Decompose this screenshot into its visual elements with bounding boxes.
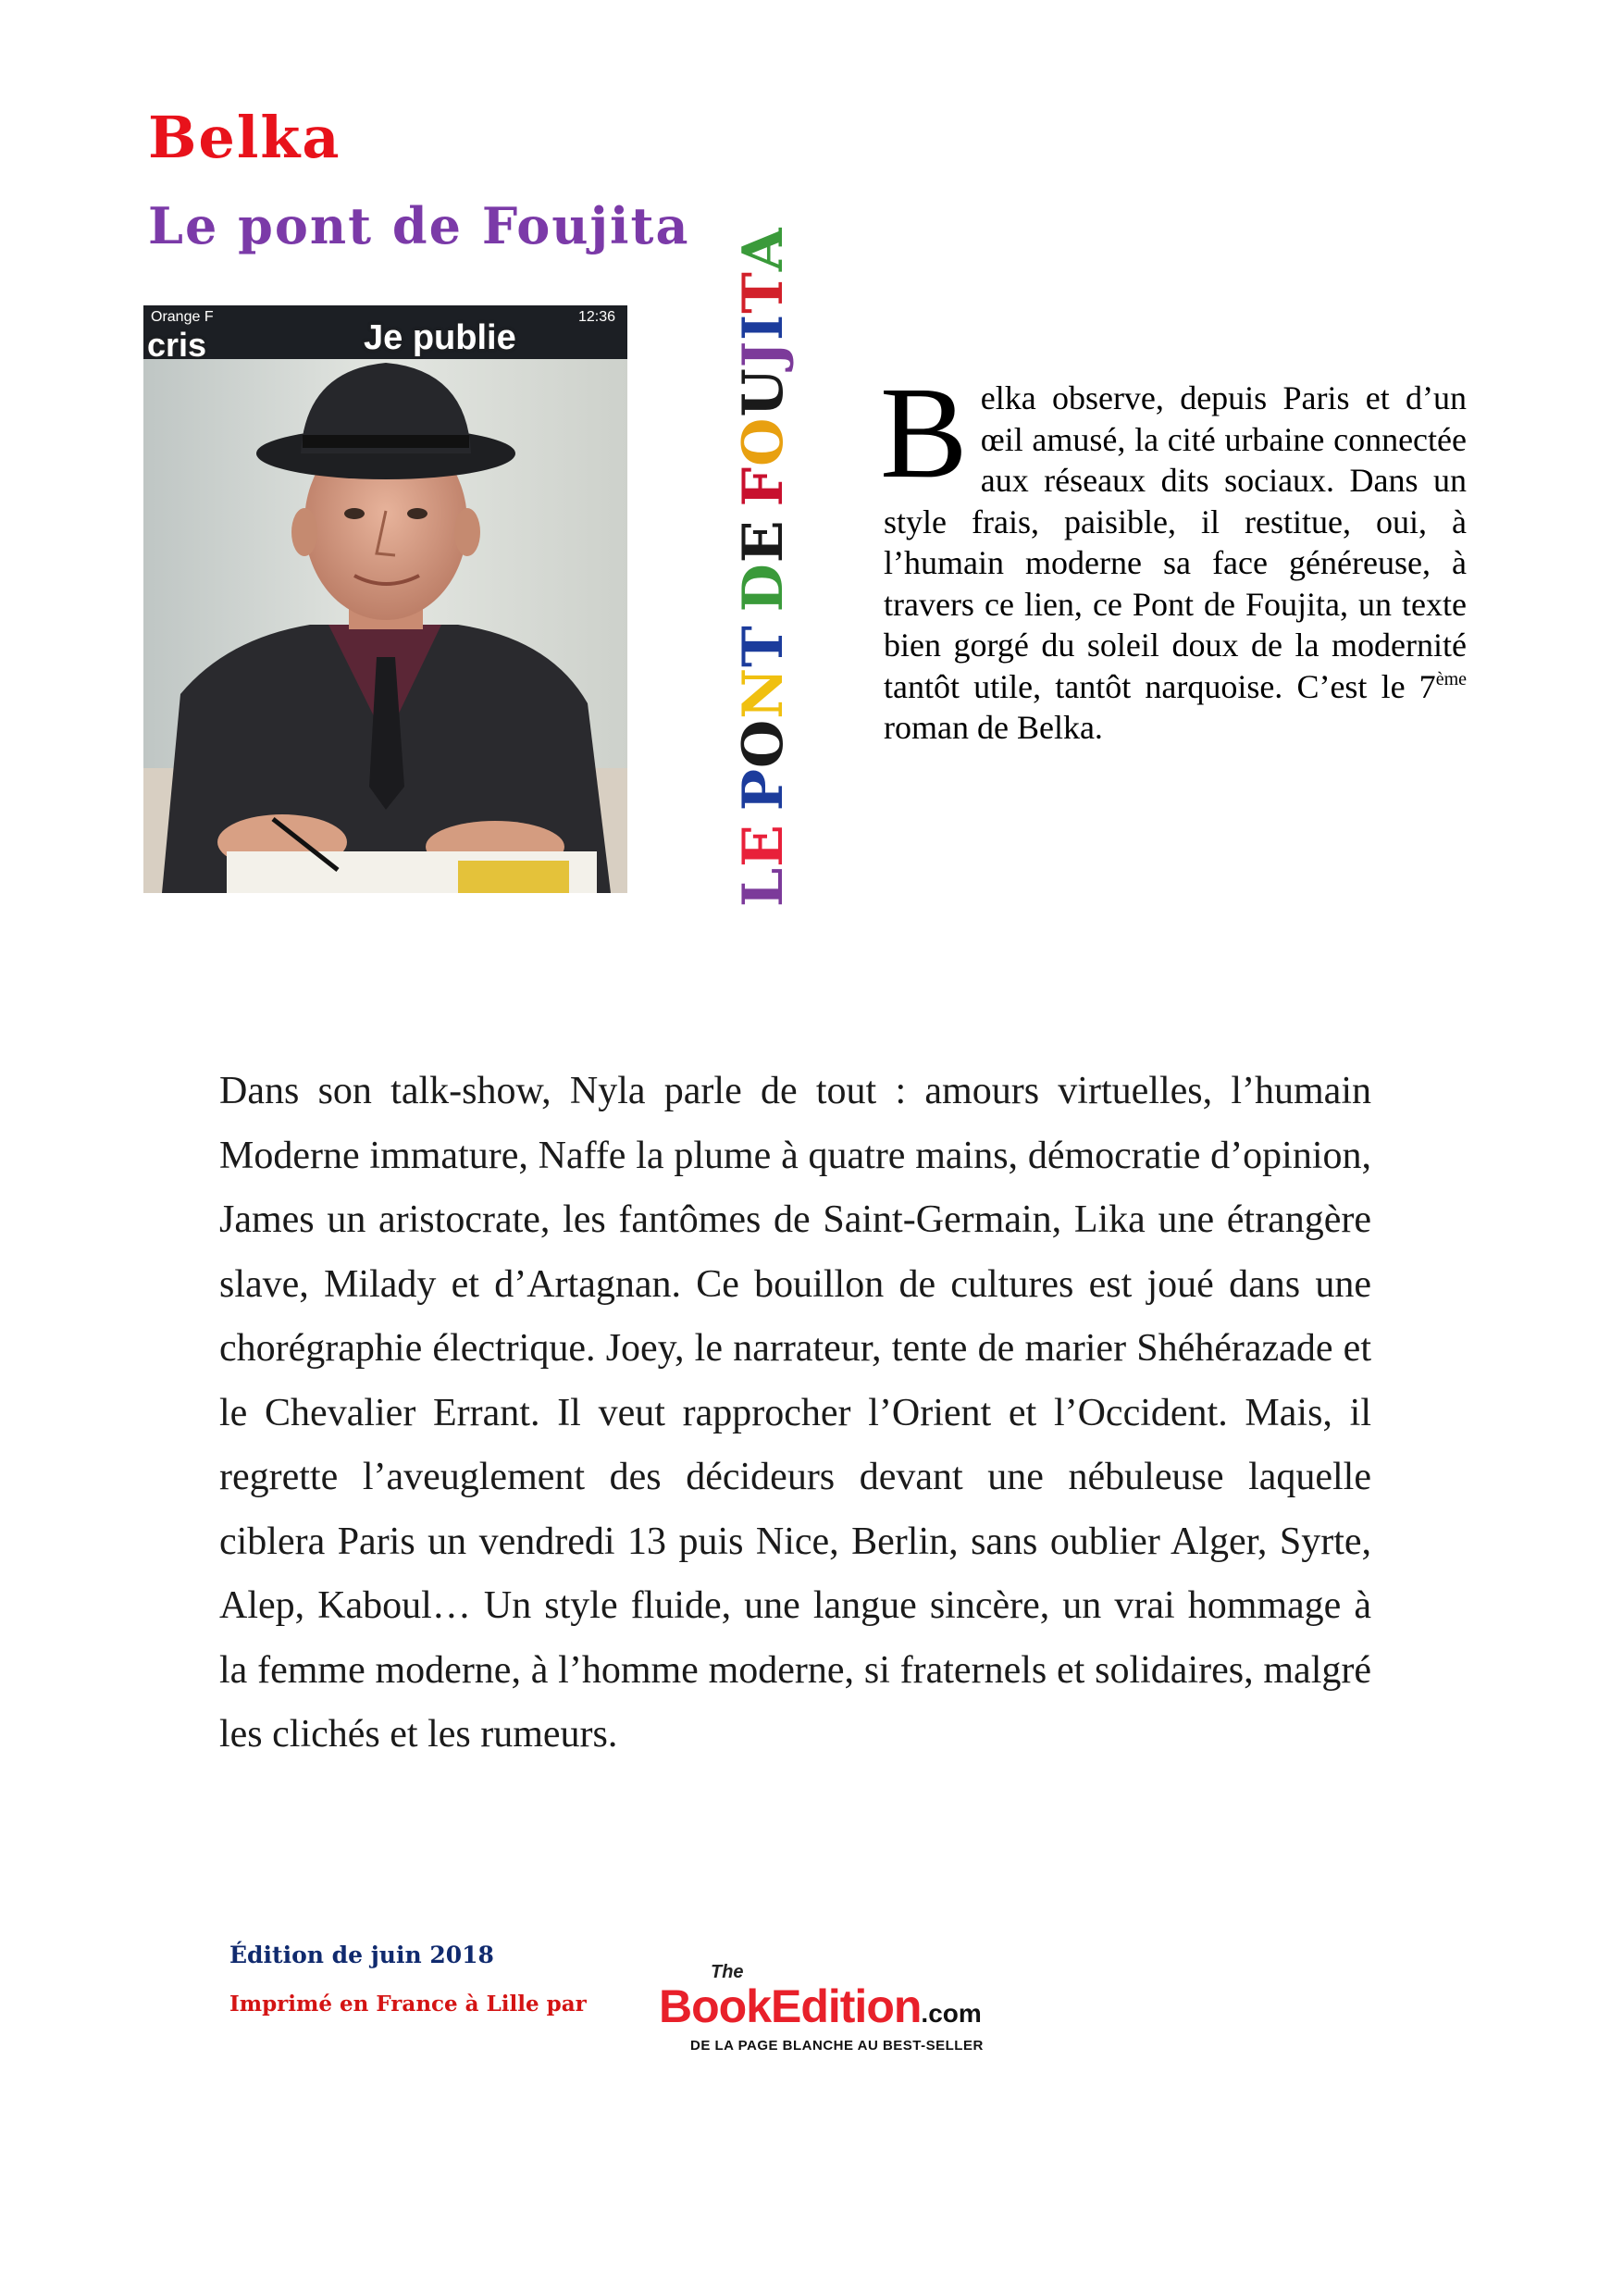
summary-paragraph: Dans son talk-show, Nyla parle de tout : amours virtuelles, l’humain Moderne immature, Naffe la plume à quatre mains, démocratie d’opinion, James un aristocrate, les fantômes de Saint-Germain, Lika une étrangère slave, Milady et d’Artagnan. Ce bouillon de cultures est joué dans une chorégraphie électrique. Joey, le narrateur, tente de marier Shéhérazade et le Chevalier Errant. Il veut rapprocher l’Orient et l’Occident. Mais, il regrette l’aveuglement des décideurs devant une nébuleuse laquelle ciblera Paris un vendredi 13 puis Nice, Berlin, sans oublier Alger, Syrte, Alep, Kaboul… Un style fluide, une langue sincère, un vrai hommage à la femme moderne, à l’homme moderne, si fraternels et solidaires, malgré les clichés et les rumeurs. — [219, 1070, 1371, 1756]
logo-book: Book — [659, 1980, 771, 2032]
logo-edition: Editi — [771, 1980, 867, 2032]
spine-letter: P — [731, 767, 796, 812]
spine-letter: L — [731, 866, 796, 907]
logo-the: The — [711, 1962, 744, 1982]
spine-letter: J — [731, 340, 796, 368]
spine-letter: I — [731, 313, 796, 341]
blurb-text: elka observe, depuis Paris et d’un œil amusé, la cité urbaine connectée aux réseaux dits sociaux. Dans un style frais, paisible, il restitue, oui, à l’humain moderne sa face généreuse, à travers ce lien, ce Pont de Foujita, un texte bien gorgé du soleil doux de la modernité tantôt utile, tantôt narquoise. C’est le 7 — [884, 379, 1467, 705]
blurb-superscript: ème — [1435, 668, 1467, 689]
printed-by: Imprimé en France à Lille par — [229, 1992, 587, 2017]
banner-right-text: Je publie — [364, 318, 516, 357]
logo-tagline: DE LA PAGE BLANCHE AU BEST-SELLER — [690, 2038, 984, 2054]
spine-letter — [731, 506, 796, 519]
vertical-book-title — [731, 227, 796, 907]
spine-letter: D — [731, 563, 796, 613]
edition-date: Édition de juin 2018 — [229, 1942, 494, 1968]
spine-letter: E — [731, 519, 796, 564]
logo-dotcom: .com — [921, 1999, 982, 2028]
status-carrier: Orange F — [151, 309, 214, 325]
author-blurb — [880, 359, 1467, 749]
spine-letter: O — [731, 416, 796, 466]
book-title: Le pont de Foujita — [148, 196, 690, 255]
author-portrait-illustration — [143, 305, 627, 893]
author-photo — [143, 305, 627, 893]
logo-wordmark — [659, 1980, 982, 2040]
spine-letter: E — [731, 824, 796, 867]
spine-letter: A — [731, 227, 796, 272]
spine-letter: F — [731, 465, 796, 507]
spine-letter: O — [731, 718, 796, 768]
spine-letter: N — [731, 666, 796, 719]
spine-letter — [731, 612, 796, 625]
author-name: Belka — [148, 104, 341, 171]
bookedition-logo — [659, 1962, 1029, 2064]
drop-cap: B — [880, 359, 968, 505]
status-time: 12:36 — [578, 309, 616, 325]
spine-letter: T — [731, 625, 796, 667]
spine-letter — [731, 811, 796, 824]
logo-o: o — [866, 1980, 894, 2032]
logo-n: n — [893, 1980, 922, 2032]
spine-letter: T — [731, 271, 796, 314]
blurb-ending: roman de Belka. — [884, 709, 1103, 746]
vertical-title-letters — [731, 227, 796, 907]
spine-letter: U — [731, 367, 796, 417]
banner-left-text: cris — [147, 326, 207, 364]
